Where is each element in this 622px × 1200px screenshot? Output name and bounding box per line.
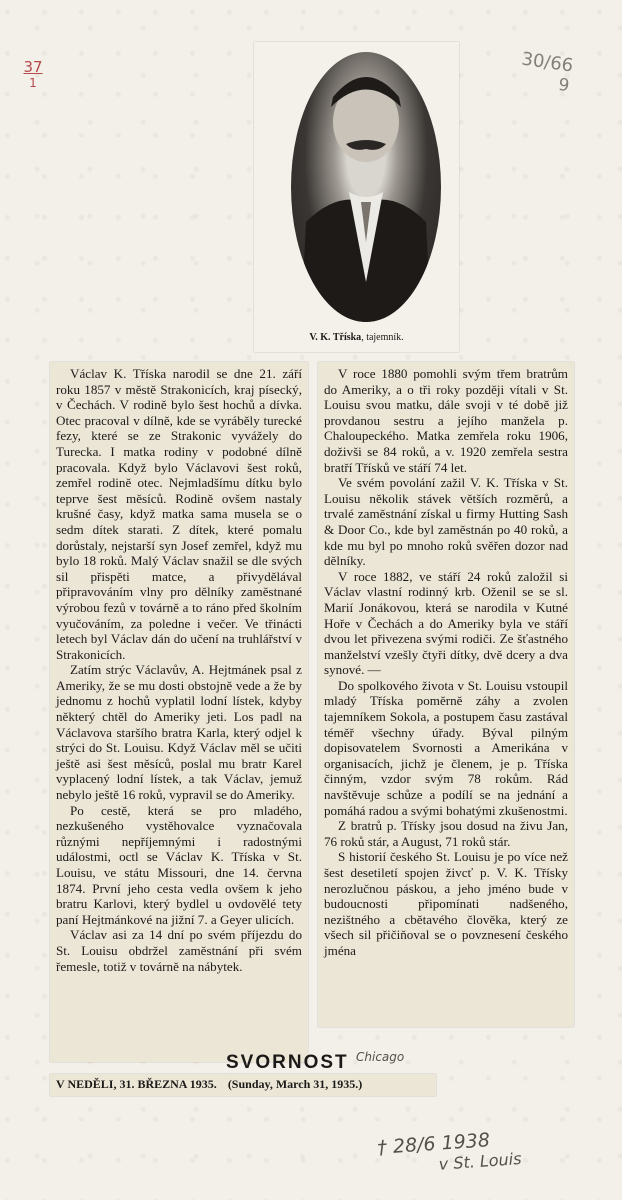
article-paragraph: Po cestě, která se pro mladého, nezkušeného vystěhovalce vyznačovala různými nepříjemnými i radostnými událostmi, octl se Václav K. Tříska v St. Louisu, ve státu Missouri, dne 14. června 1874. První jeho cesta vedla ovšem k jeho bratru Karlovi, který bydlel u ovdovělé tety paní Hejtmánkové na jižní 7. a Geyer ulicích. [56,802,302,927]
masthead-date-clipping [50,1074,436,1096]
article-paragraph: Z bratrů p. Třísky jsou dosud na živu Jan, 76 roků stár, a August, 71 roků stár. [324,818,568,849]
article-paragraph: S historií českého St. Louisu je po více než šest desetiletí spojen živcť p. V. K. Třísky nerozlučnou páskou, a jeho jméno bude v budoucnosti připomínati nadšeného, nezištného a cbětavého člověka, který ze všech sil přičiňoval se o povznesení českého jména [324,849,568,958]
man-portrait-icon [291,52,441,322]
article-paragraph: V roce 1882, ve stáří 24 roků založil si Václav vlastní rodinný krb. Oženil se se sl. Marií Jonákovou, která se narodila v Kutné Hoře v Čechách a do Ameriky byla ve stáří dvou let přivezena svými rodiči. Ze šťastného manželství vzešly čtyři dítky, dvě dcery a dva synové. — [324,568,568,678]
date-english: (Sunday, March 31, 1935.) [227,1077,363,1091]
caption-name: V. K. Tříska [309,332,362,343]
caption-role: , tajemník. [361,332,404,343]
right-column-clipping [318,362,574,1027]
date-czech: V NEDĚLI, 31. BŘEZNA 1935. [56,1077,217,1091]
masthead-title: SVORNOST [226,1052,349,1073]
portrait-caption [254,332,459,343]
pencil-note-top-left: 37 1 [23,58,43,90]
pencil-note-top-right: 30/66 9 [520,48,575,97]
article-paragraph: Ve svém povolání zažil V. K. Tříska v St. Louisu několik stávek větších rozměrů, a trvalé zaměstnání získal u firmy Hutting Sash & Door Co., kde byl zaměstnán po 40 roků, a kde mu byl po mnoho roků svěřen dozor nad dělníky. [324,475,568,569]
article-paragraph: Zatím strýc Václavův, A. Hejtmánek psal z Ameriky, že se mu dosti obstojně vede a že by jednomu z hochů vyplatil lodní lístek, kdyby některý chtěl do Ameriky jeti. Los padl na Václavova staršího bratra Karla, který odjel k strýci do St. Louisu. Když Václav měl se učiti ještě asi šest měsíců, poslal mu bratr Karel vyplacený lodní lístek, a tak Václav, jemuž nebylo ještě 16 roků, vypravil se do Ameriky. [56,662,302,803]
article-paragraph: Václav asi za 14 dní po svém příjezdu do St. Louisu obdržel zaměstnání při svém řemesle, totiž v továrně na nábytek. [56,927,302,974]
portrait-photo [291,52,441,322]
article-paragraph: V roce 1880 pomohli svým třem bratrům do Ameriky, a o tři roky později vítali v St. Louisu svou matku, dále svoji v té době již provdanou sestru a jejího manžela p. Chaloupeckého. Matka zemřela roku 1906, doživši se 84 roků, a v. 1920 zemřela sestra bratří Třísků ve stáří 74 let. [324,366,568,475]
pencil-note-death-date: † 28/6 1938 v St. Louis [376,1129,523,1174]
pencil-note-chicago: Chicago [356,1050,405,1064]
article-paragraph: Václav K. Tříska narodil se dne 21. září roku 1857 v městě Strakonicích, kraj písecký, v Čechách. V rodině bylo šest hochů a dívka. Otec pracoval v dílně, kde se vyráběly turecké fezy, které se ze Strakonic vyvážely do Turecka. I matka rodiny v podobné dílně pracovala. Když bylo Václavovi šest roků, zemřel rodině otec. Nejmladšímu dítku bylo teprve šest měsíců. Rodině ovšem nastaly krušné časy, když matka sama musela se o sedm dítek starati. Z dítek, které pomalu dorůstaly, nejstarší syn Josef zemřel, když mu bylo 18 roků. Malý Václav snažil se dle svých sil přispěti matce, a přivydělával připravováním vlny pro dělníky zaměstnané výrobou fezů v továrně a to ráno před školním vyučováním, za poledne i večer. Ve třinácti letech byl Václav dán do učení na truhlářství v Strakonicích. [56,366,302,662]
article-paragraph: Do spolkového života v St. Louisu vstoupil mladý Tříska poměrně záhy a zvolen tajemníkem Sokola, a postupem času zastával téměř všechny úřady. Býval pilným dopisovatelem Svornosti a Amerikána v organisacích, jichž je členem, je p. Tříska činným, vzdor svým 78 rokům. Rád navštěvuje schůze a podílí se na jednání a pomáhá radou a svými bohatými zkušenostmi. [324,677,568,818]
left-column-clipping [50,362,308,1062]
